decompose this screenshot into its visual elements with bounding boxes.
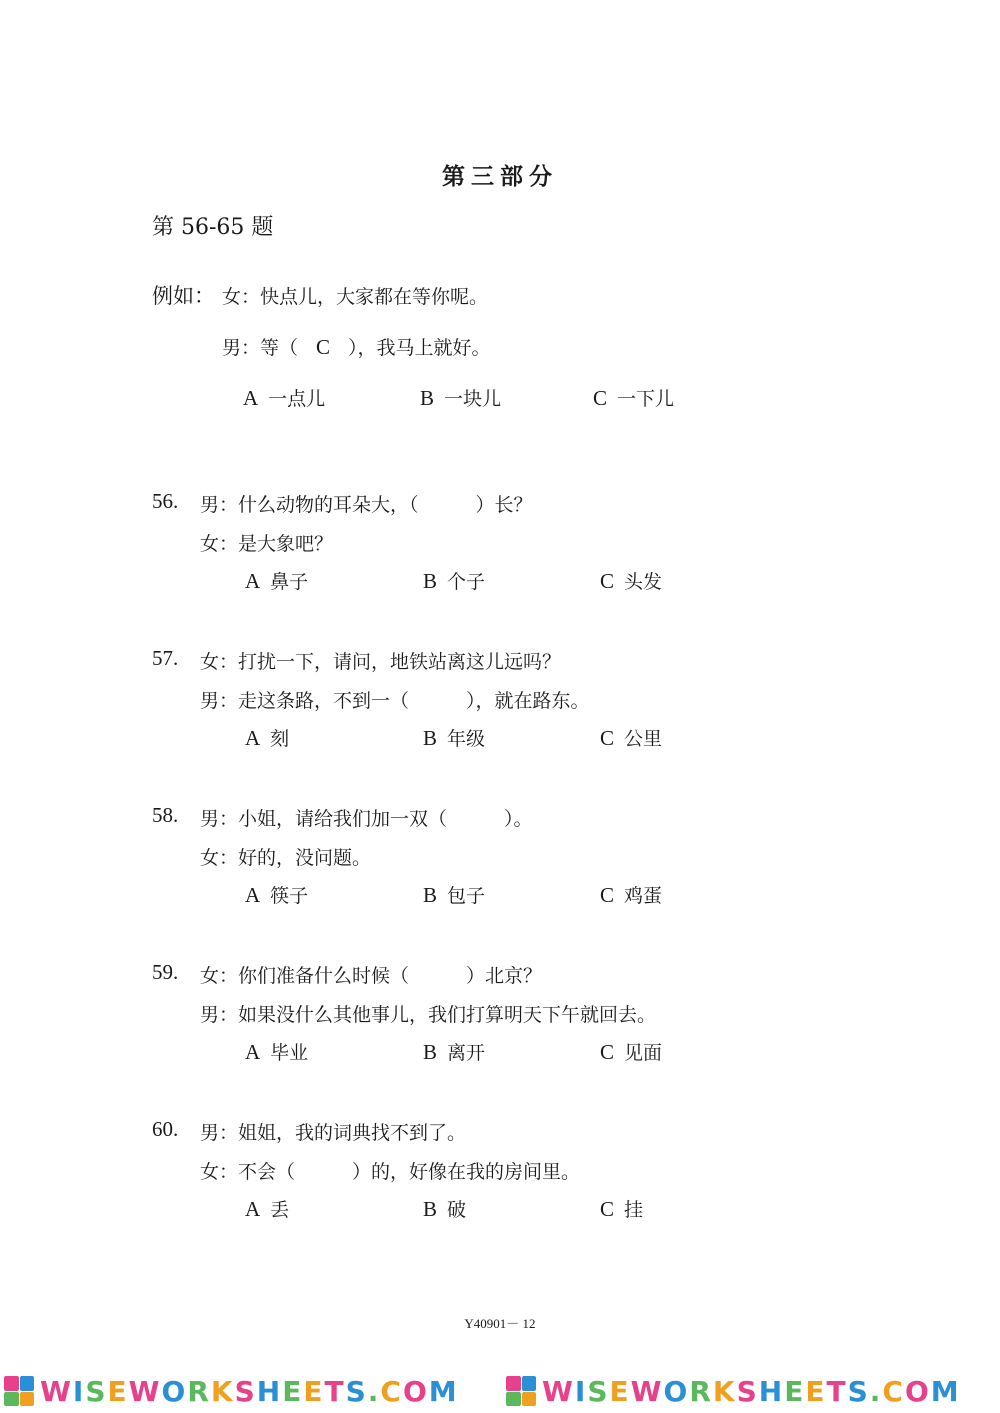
option-b: B 包子: [423, 883, 486, 907]
question-line-1: 男：姐姐，我的词典找不到了。: [200, 1122, 467, 1144]
watermark-text: WISEWORKSHEETS.COM: [40, 1374, 459, 1408]
question-line-1: 男：什么动物的耳朵大，（ ）长？: [200, 494, 533, 516]
option-b: B 破: [423, 1197, 467, 1221]
question-number: 58.: [152, 803, 179, 827]
question-line-2: 男：如果没什么其他事儿，我们打算明天下午就回去。: [200, 1004, 657, 1026]
option-c: C 公里: [600, 726, 663, 750]
option-c: C 挂: [600, 1197, 644, 1221]
question-range: 第 56-65 题: [152, 215, 274, 240]
question-line-2: 男：走这条路，不到一（ ），就在路东。: [200, 690, 590, 712]
question-line-1: 女：你们准备什么时候（ ）北京？: [200, 965, 543, 987]
question-line-2: 女：不会（ ）的，好像在我的房间里。: [200, 1161, 581, 1183]
example-line-2-pre: 男：等（: [222, 337, 299, 359]
watermark-text: WISEWORKSHEETS.COM: [542, 1374, 961, 1408]
question-number: 56.: [152, 489, 179, 513]
option-c: C 头发: [600, 569, 663, 593]
question-line-1: 女：打扰一下，请问，地铁站离这儿远吗？: [200, 651, 562, 673]
question-number: 57.: [152, 646, 179, 670]
option-a: A 鼻子: [245, 569, 309, 593]
option-b: B 离开: [423, 1040, 486, 1064]
watermark-right: [506, 1373, 961, 1409]
watermark-logo-icon: [506, 1376, 536, 1406]
example-option-c: C 一下儿: [593, 386, 675, 410]
example-line-2-post: ），我马上就好。: [348, 337, 491, 359]
question-line-1: 男：小姐，请给我们加一双（ ）。: [200, 808, 533, 830]
question-line-2: 女：是大象吧？: [200, 533, 334, 555]
example-line-2: [222, 333, 491, 360]
page-footer: Y40901－ 12: [464, 1316, 536, 1331]
option-c: C 鸡蛋: [600, 883, 663, 907]
section-title: 第三部分: [442, 163, 558, 190]
example-label: 例如：: [152, 284, 215, 308]
option-a: A 刻: [245, 726, 290, 750]
watermark-left: [4, 1373, 459, 1409]
option-a: A 丢: [245, 1197, 290, 1221]
example-option-a: A 一点儿: [243, 386, 326, 410]
question-line-2: 女：好的，没问题。: [200, 847, 372, 869]
question-number: 59.: [152, 960, 179, 984]
option-b: B 年级: [423, 726, 486, 750]
option-b: B 个子: [423, 569, 486, 593]
example-option-b: B 一块儿: [420, 386, 502, 410]
option-a: A 毕业: [245, 1040, 309, 1064]
question-number: 60.: [152, 1117, 179, 1141]
option-a: A 筷子: [245, 883, 309, 907]
example-answer: C: [316, 335, 331, 359]
option-c: C 见面: [600, 1040, 663, 1064]
watermark-logo-icon: [4, 1376, 34, 1406]
example-line-1: 女：快点儿，大家都在等你呢。: [222, 286, 489, 308]
